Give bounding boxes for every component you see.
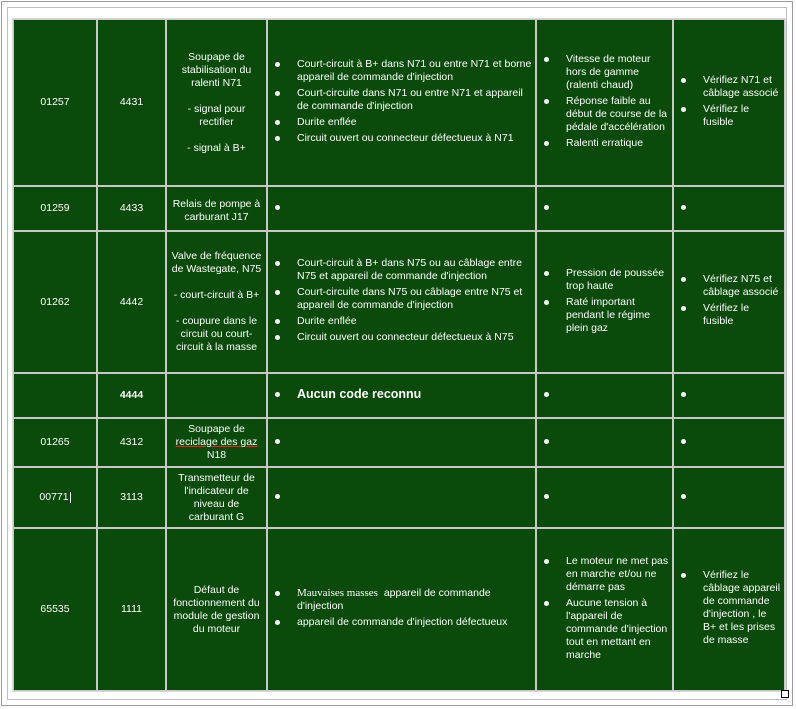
possible-causes — [267, 528, 536, 691]
cause-item: Court-circuite dans N75 ou câblage entre N75 et appareil de commande d'injection — [297, 286, 532, 312]
fault-code — [13, 467, 97, 528]
cause-item: Court-circuite dans N71 ou entre N71 et appareil de commande d'injection — [297, 87, 532, 113]
cause-item — [297, 587, 532, 613]
component-description — [166, 373, 267, 418]
cause-item: Circuit ouvert ou connecteur défectueux à N71 — [297, 132, 532, 145]
remedy — [673, 373, 785, 418]
symptom-item — [566, 435, 669, 448]
desc-line: Relais de pompe à — [172, 198, 261, 210]
cause-lead: Mauvaises masses — [297, 587, 378, 599]
desc-line: circuit à la masse — [175, 341, 258, 353]
desc-line: niveau de — [193, 497, 240, 510]
table-row — [13, 418, 785, 467]
desc-line: - signal à B+ — [187, 141, 246, 154]
component-description — [166, 418, 267, 467]
desc-line: Transmetteur de — [178, 471, 255, 484]
remedy — [673, 231, 785, 373]
desc-line: rectifier — [199, 115, 234, 128]
symptom-item — [566, 201, 669, 214]
vag-code: 3113 — [97, 467, 166, 528]
vag-code: 4444 — [97, 373, 166, 418]
desc-line: circuit ou court- — [180, 328, 253, 340]
vag-code: 4442 — [97, 231, 166, 373]
remedy — [673, 467, 785, 528]
symptom-item: Raté important pendant le régime plein gaz — [566, 296, 669, 335]
cause-item: Circuit ouvert ou connecteur défectueux à N75 — [297, 331, 532, 344]
cause-item: Court-circuit à B+ dans N75 ou au câblage entre N75 et appareil de commande d'injection — [297, 257, 532, 283]
desc-line: Soupape de — [188, 50, 245, 63]
symptoms — [536, 528, 673, 691]
symptom-item — [566, 490, 669, 503]
possible-causes — [267, 19, 536, 186]
symptoms — [536, 19, 673, 186]
fault-code — [13, 373, 97, 418]
desc-line: module de gestion — [173, 609, 260, 622]
table-row — [13, 19, 785, 186]
cause-item — [297, 435, 532, 448]
desc-line: l'indicateur de — [184, 484, 249, 497]
fault-code: 65535 — [13, 528, 97, 691]
symptom-item: Vitesse de moteur hors de gamme (ralenti chaud) — [566, 53, 669, 92]
symptom-item: Pression de poussée trop haute — [566, 267, 669, 293]
symptoms — [536, 231, 673, 373]
desc-line: Soupape de — [188, 423, 245, 435]
symptom-item: Le moteur ne met pas en marche et/ou ne démarre pas — [566, 554, 669, 593]
desc-line: - court-circuit à B+ — [173, 289, 260, 301]
symptoms — [536, 186, 673, 231]
component-description — [166, 19, 267, 186]
fault-code: 01257 — [13, 19, 97, 186]
symptom-item — [566, 388, 669, 401]
vag-code: 1111 — [97, 528, 166, 691]
symptom-item: Réponse faible au début de course de la pédale d'accélération — [566, 94, 667, 133]
table-row — [13, 231, 785, 373]
desc-line: carburant J17 — [184, 211, 249, 223]
desc-line: carburant G — [188, 510, 245, 523]
cause-item — [297, 490, 532, 503]
desc-line: ralenti N71 — [191, 76, 242, 89]
component-description — [166, 467, 267, 528]
symptoms — [536, 418, 673, 467]
remedy — [673, 418, 785, 467]
remedy-item: Vérifiez le fusible — [703, 103, 781, 129]
desc-line: stabilisation du — [181, 63, 252, 76]
symptoms — [536, 467, 673, 528]
vag-code: 4431 — [97, 19, 166, 186]
symptoms — [536, 373, 673, 418]
desc-line: reciclage des gaz — [175, 436, 258, 448]
remedy — [673, 19, 785, 186]
table-row — [13, 373, 785, 418]
table-row — [13, 186, 785, 231]
possible-causes — [267, 231, 536, 373]
cause-item: Court-circuit à B+ dans N71 ou entre N71 et borne appareil de commande d'injection — [297, 57, 532, 83]
remedy-item: Vérifiez N71 et câblage associé — [703, 74, 781, 100]
remedy-item — [703, 435, 781, 448]
remedy-item — [703, 490, 781, 503]
table-row — [13, 528, 785, 691]
remedy-item — [703, 201, 781, 214]
remedy — [673, 186, 785, 231]
vag-code: 4433 — [97, 186, 166, 231]
text-cursor — [70, 492, 71, 503]
remedy — [673, 528, 785, 691]
fault-code-table — [12, 18, 786, 692]
table-row — [13, 467, 785, 528]
cause-text: appareil de commande d'injection — [297, 587, 491, 612]
resize-handle[interactable] — [781, 690, 789, 698]
possible-causes — [267, 186, 536, 231]
component-description — [166, 528, 267, 691]
desc-line: du moteur — [192, 622, 241, 635]
remedy-item: Vérifiez N75 et câblage associé — [703, 273, 781, 299]
fault-code: 01265 — [13, 418, 97, 467]
component-description — [166, 231, 267, 373]
desc-line: Valve de fréquence — [171, 250, 262, 262]
cause-item: Aucun code reconnu — [297, 388, 532, 401]
possible-causes — [267, 418, 536, 467]
component-description — [166, 186, 267, 231]
desc-line: de Wastegate, N75 — [171, 263, 262, 275]
cause-item: appareil de commande d'injection défectueux — [297, 616, 532, 629]
cause-item: Durite enflée — [297, 315, 532, 328]
remedy-item: Vérifiez le câblage appareil de commande d'injection , le B+ et les prises de masse — [703, 569, 781, 646]
desc-line: Défaut de — [193, 583, 240, 596]
remedy-item: Vérifiez le fusible — [703, 302, 781, 328]
desc-line: - signal pour — [187, 102, 246, 115]
cause-item — [297, 201, 532, 214]
possible-causes — [267, 467, 536, 528]
possible-causes — [267, 373, 536, 418]
fault-code-text: 00771 — [39, 491, 69, 503]
symptom-item: Aucune tension à l'appareil de commande d'injection tout en mettant en marche — [566, 596, 668, 661]
desc-line: - coupure dans le — [175, 315, 258, 327]
remedy-item — [703, 388, 781, 401]
fault-code: 01262 — [13, 231, 97, 373]
cause-item: Durite enflée — [297, 116, 532, 129]
vag-code: 4312 — [97, 418, 166, 467]
desc-line: fonctionnement du — [173, 596, 260, 609]
desc-line: N18 — [206, 449, 227, 461]
symptom-item: Ralenti erratique — [566, 137, 669, 150]
fault-code: 01259 — [13, 186, 97, 231]
